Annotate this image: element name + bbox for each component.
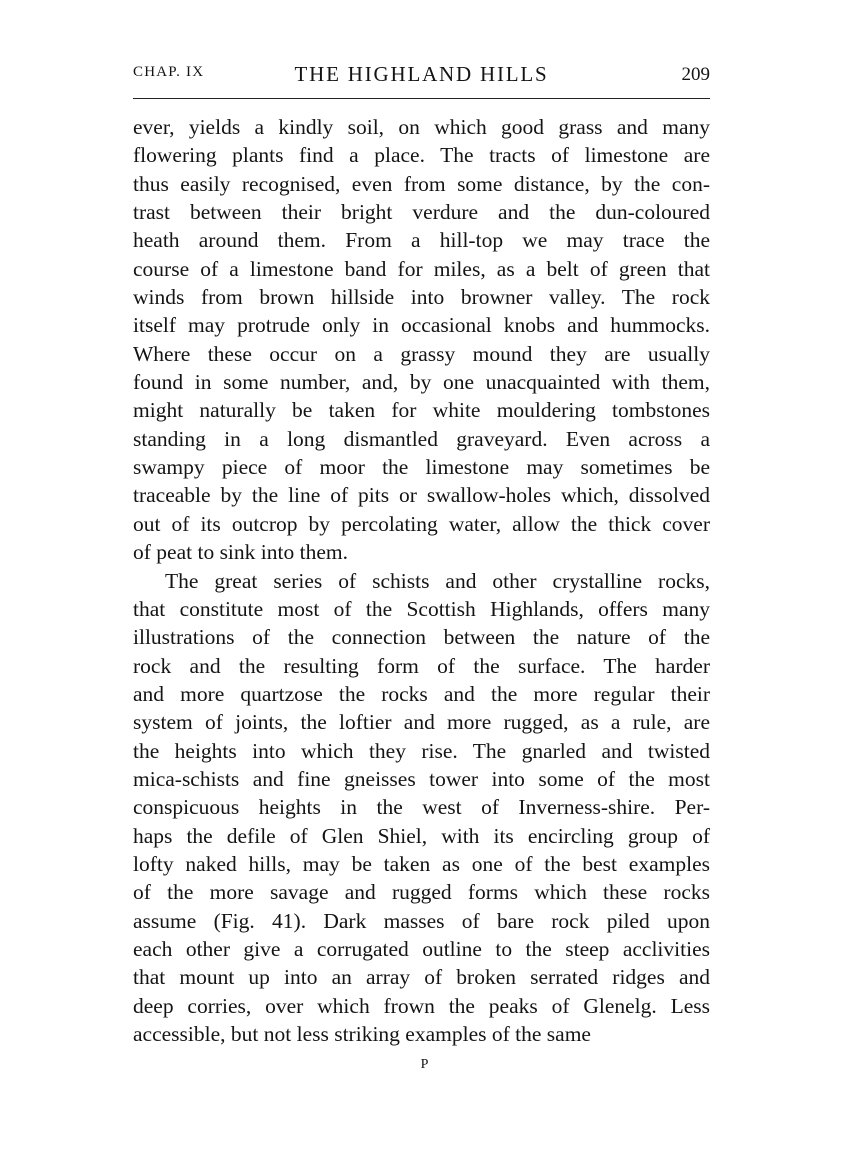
text-line: conspicuous heights in the west of Inverness-shire. Per- — [133, 795, 710, 820]
text-line: rock and the resulting form of the surface. The harder — [133, 653, 710, 678]
text-line: ever, yields a kindly soil, on which good grass and many — [133, 115, 710, 139]
text-line: itself may protrude only in occasional knobs and hummocks. — [133, 313, 710, 338]
text-line: heath around them. From a hill-top we may trace the — [133, 228, 710, 253]
text-line: and more quartzose the rocks and the more regular their — [133, 681, 710, 706]
text-line: standing in a long dismantled graveyard. Even across a — [133, 426, 710, 451]
text-line: The great series of schists and other crystalline rocks, — [165, 568, 710, 593]
text-line: system of joints, the loftier and more rugged, as a rule, are — [133, 710, 710, 735]
text-line: accessible, but not less striking examples of the same — [133, 1022, 591, 1046]
text-line: course of a limestone band for miles, as a belt of green that — [133, 256, 710, 281]
text-line: illustrations of the connection between the nature of the — [133, 625, 710, 650]
text-line: of the more savage and rugged forms which these rocks — [133, 880, 710, 905]
text-line: might naturally be taken for white mouldering tombstones — [133, 398, 710, 423]
text-line: haps the defile of Glen Shiel, with its encircling group of — [133, 823, 710, 848]
text-line: deep corries, over which frown the peaks of Glenelg. Less — [133, 993, 710, 1018]
text-line: that constitute most of the Scottish Highlands, offers many — [133, 596, 710, 621]
paragraph — [133, 113, 710, 567]
signature-mark: P — [420, 1057, 430, 1072]
text-line: assume (Fig. 41). Dark masses of bare rock piled upon — [133, 908, 710, 933]
text-line: the heights into which they rise. The gnarled and twisted — [133, 738, 710, 763]
text-line: traceable by the line of pits or swallow-holes which, dissolved — [133, 483, 710, 508]
body-text — [133, 113, 710, 1048]
text-line: flowering plants find a place. The tracts of limestone are — [133, 143, 710, 168]
text-line: mica-schists and fine gneisses tower into some of the most — [133, 766, 710, 791]
text-line: swampy piece of moor the limestone may sometimes be — [133, 455, 710, 480]
text-line: found in some number, and, by one unacquainted with them, — [133, 370, 710, 395]
text-line: each other give a corrugated outline to the steep acclivities — [133, 936, 710, 961]
text-line: out of its outcrop by percolating water, allow the thick cover — [133, 511, 710, 536]
text-line: winds from brown hillside into browner valley. The rock — [133, 285, 710, 310]
text-line: trast between their bright verdure and the dun-coloured — [133, 200, 710, 225]
text-line: that mount up into an array of broken serrated ridges and — [133, 965, 710, 990]
text-line: thus easily recognised, even from some distance, by the con- — [133, 171, 710, 196]
page-title: THE HIGHLAND HILLS — [294, 62, 549, 86]
header-rule — [133, 98, 710, 99]
text-line: of peat to sink into them. — [133, 540, 348, 565]
text-line: Where these occur on a grassy mound they are usually — [133, 341, 710, 366]
page-number: 209 — [681, 64, 710, 85]
paragraph — [133, 567, 710, 1049]
chapter-label: CHAP. IX — [133, 64, 205, 80]
running-head — [133, 62, 710, 92]
text-line: lofty naked hills, may be taken as one of the best examples — [133, 851, 710, 876]
